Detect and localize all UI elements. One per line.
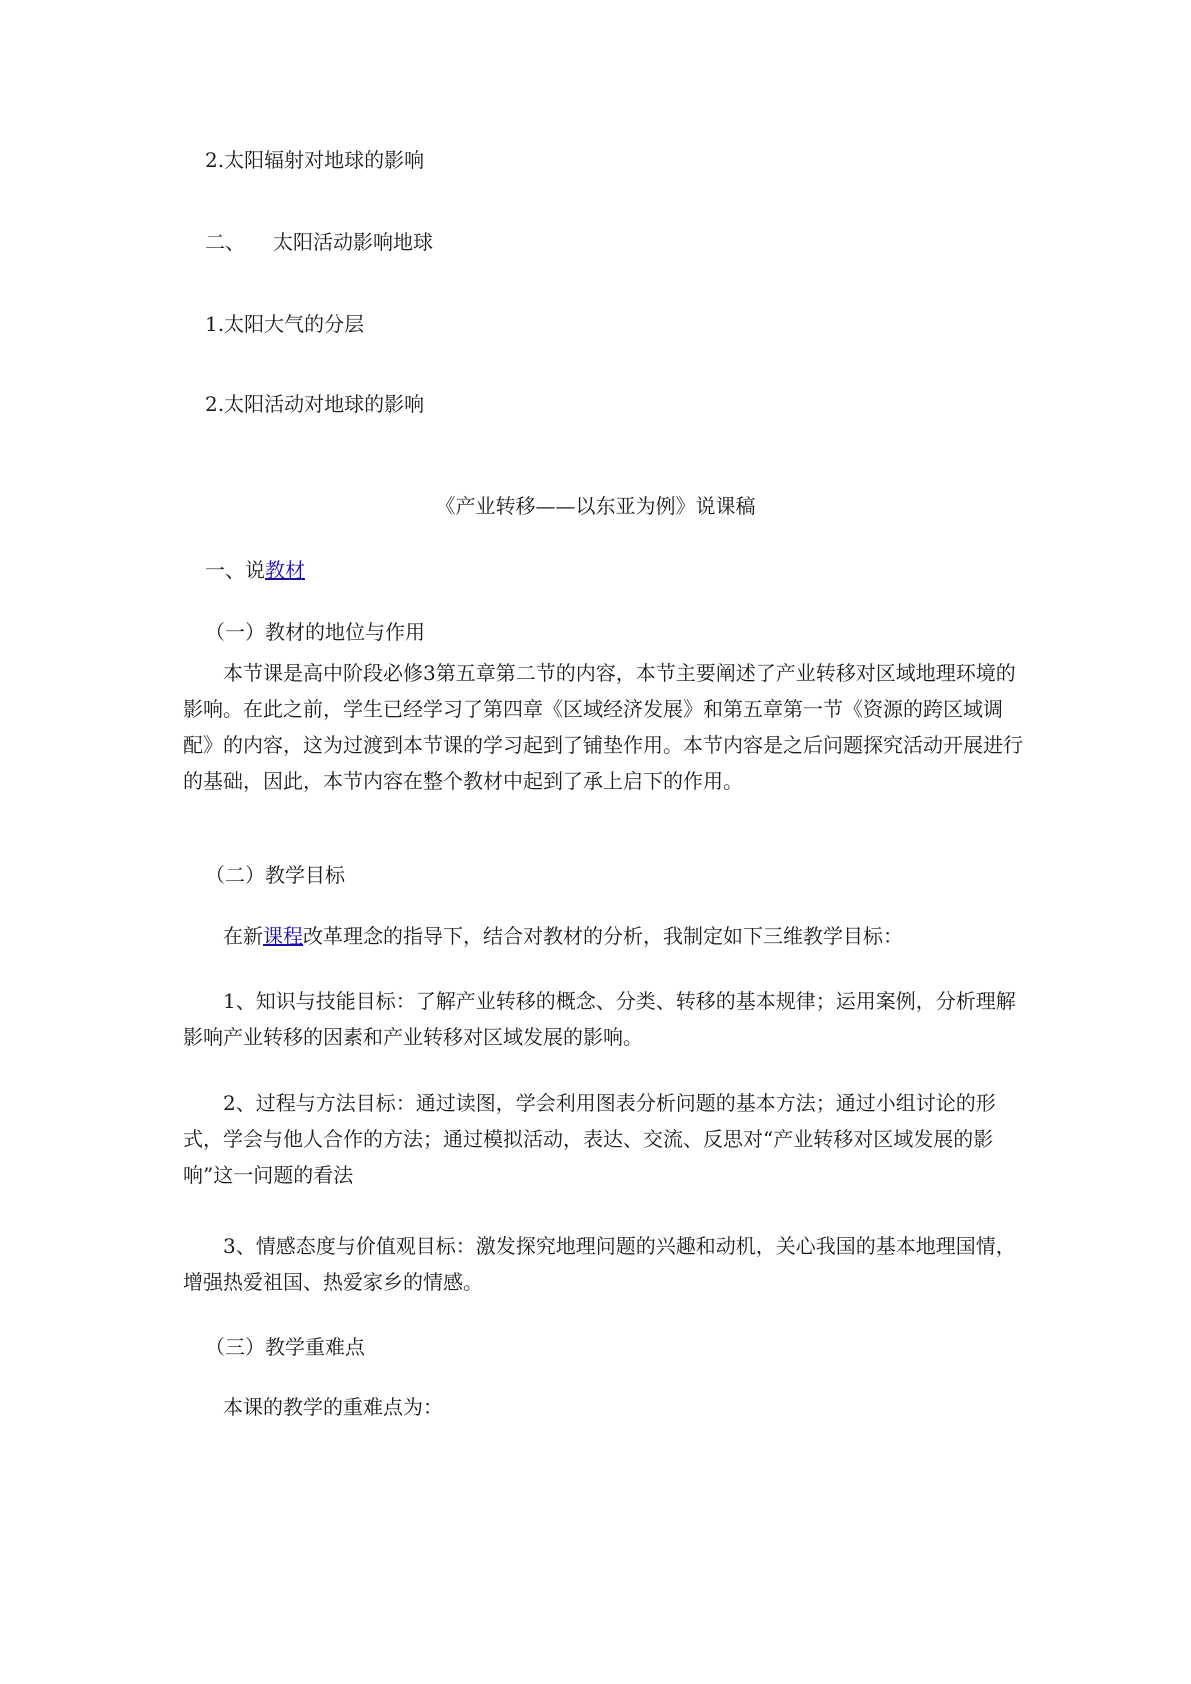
outline-item-solar-radiation-effect: 2.太阳辐射对地球的影响	[205, 148, 425, 172]
paragraph-process-objective: 2、过程与方法目标：通过读图，学会利用图表分析问题的基本方法；通过小组讨论的形式，学会与他人合作的方法；通过模拟活动，表达、交流、反思对“产业转移对区域发展的影响”这一问题的看法	[183, 1091, 996, 1187]
document-title: 《产业转移——以东亚为例》说课稿	[435, 494, 756, 518]
paragraph-emotion-objective: 3、情感态度与价值观目标：激发探究地理问题的兴趣和动机，关心我国的基本地理国情，增强热爱祖国、热爱家乡的情感。	[183, 1234, 1016, 1294]
subsection-heading-objectives: （二）教学目标	[205, 863, 345, 887]
textbook-link[interactable]: 教材	[265, 558, 305, 582]
outline-section-label: 太阳活动影响地球	[273, 230, 433, 254]
section-heading-textbook	[205, 558, 305, 582]
objectives-intro-prefix: 在新	[223, 924, 263, 948]
paragraph-key-points-intro: 本课的教学的重难点为：	[223, 1395, 443, 1419]
paragraph-objectives-intro	[183, 918, 1023, 954]
outline-section-solar-activity	[205, 230, 433, 254]
outline-item-solar-atmosphere-layers: 1.太阳大气的分层	[205, 312, 365, 336]
objectives-intro-suffix: 改革理念的指导下，结合对教材的分析，我制定如下三维教学目标：	[303, 924, 903, 948]
subsection-heading-key-points: （三）教学重难点	[205, 1335, 365, 1359]
outline-item-solar-activity-effect: 2.太阳活动对地球的影响	[205, 392, 425, 416]
paragraph-textbook-role: 本节课是高中阶段必修3第五章第二节的内容，本节主要阐述了产业转移对区域地理环境的影响。在此之前，学生已经学习了第四章《区域经济发展》和第五章第一节《资源的跨区域调配》的内容，这为过渡到本节课的学习起到了铺垫作用。本节内容是之后问题探究活动开展进行的基础，因此，本节内容在整个教材中起到了承上启下的作用。	[183, 661, 1023, 793]
curriculum-link[interactable]: 课程	[263, 924, 303, 948]
subsection-heading-role: （一）教材的地位与作用	[205, 620, 425, 644]
outline-section-number: 二、	[205, 230, 245, 254]
section-heading-prefix: 一、说	[205, 558, 265, 582]
paragraph-knowledge-objective: 1、知识与技能目标：了解产业转移的概念、分类、转移的基本规律；运用案例，分析理解影响产业转移的因素和产业转移对区域发展的影响。	[183, 989, 1016, 1049]
